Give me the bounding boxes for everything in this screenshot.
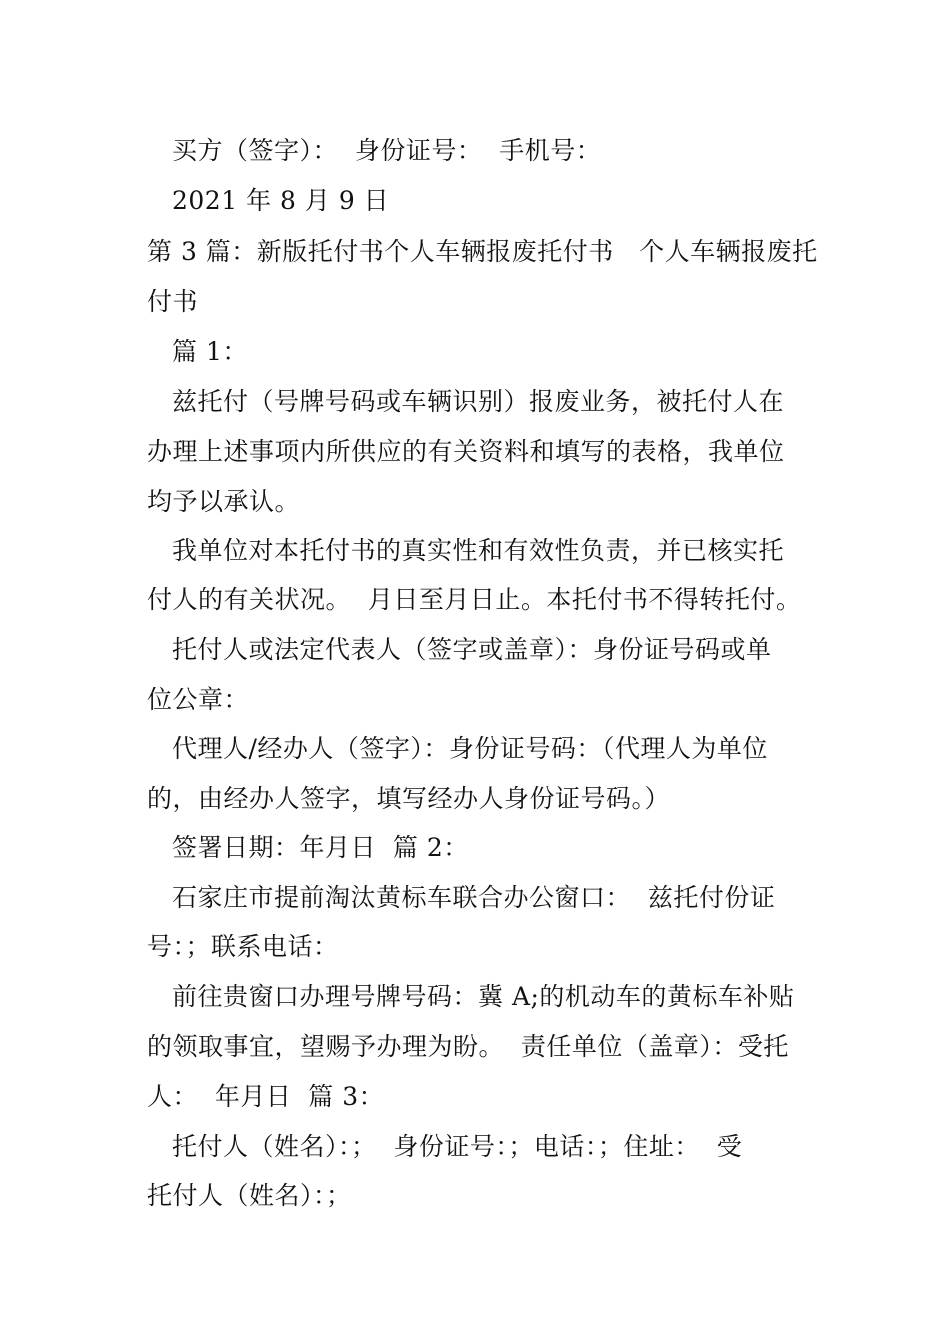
paragraph-line: 前往贵窗口办理号牌号码：冀 A;的机动车的黄标车补贴 <box>172 982 795 1011</box>
paragraph-line: 办理上述事项内所供应的有关资料和填写的表格，我单位 <box>147 437 785 466</box>
paragraph-line: 的领取事宜，望赐予办理为盼。 责任单位（盖章）：受托 <box>147 1032 789 1061</box>
paragraph-line: 号：；联系电话： <box>147 932 339 961</box>
paragraph-line: 的，由经办人签字，填写经办人身份证号码。） <box>147 784 671 813</box>
paragraph-line: 人： 年月日 篇 3： <box>147 1082 385 1111</box>
paragraph-line: 代理人/经办人（签字）：身份证号码：（代理人为单位 <box>172 734 768 763</box>
buyer-signature-line: 买方（签字）： 身份证号： 手机号： <box>172 136 602 165</box>
paragraph-line: 石家庄市提前淘汰黄标车联合办公窗口： 兹托付份证 <box>172 883 776 912</box>
paragraph-line: 兹托付（号牌号码或车辆识别）报废业务，被托付人在 <box>172 387 785 416</box>
paragraph-line: 位公章： <box>147 685 250 714</box>
paragraph-line: 付人的有关状况。 月日至月日止。本托付书不得转托付。 <box>147 585 802 614</box>
section-heading-line-2: 付书 <box>147 287 199 316</box>
paragraph-line: 均予以承认。 <box>147 487 301 516</box>
paragraph-line: 托付人（姓名）：； <box>147 1181 352 1210</box>
date-line: 2021 年 8 月 9 日 <box>172 186 390 215</box>
part-1-label: 篇 1： <box>172 337 248 366</box>
paragraph-line: 托付人（姓名）：； 身份证号：；电话：；住址： 受 <box>172 1132 743 1161</box>
signing-date-line: 签署日期：年月日 篇 2： <box>172 833 469 862</box>
paragraph-line: 托付人或法定代表人（签字或盖章）：身份证号码或单 <box>172 635 772 664</box>
section-heading-line-1: 第 3 篇：新版托付书个人车辆报废托付书 个人车辆报废托 <box>147 237 818 266</box>
paragraph-line: 我单位对本托付书的真实性和有效性负责，并已核实托 <box>172 536 785 565</box>
